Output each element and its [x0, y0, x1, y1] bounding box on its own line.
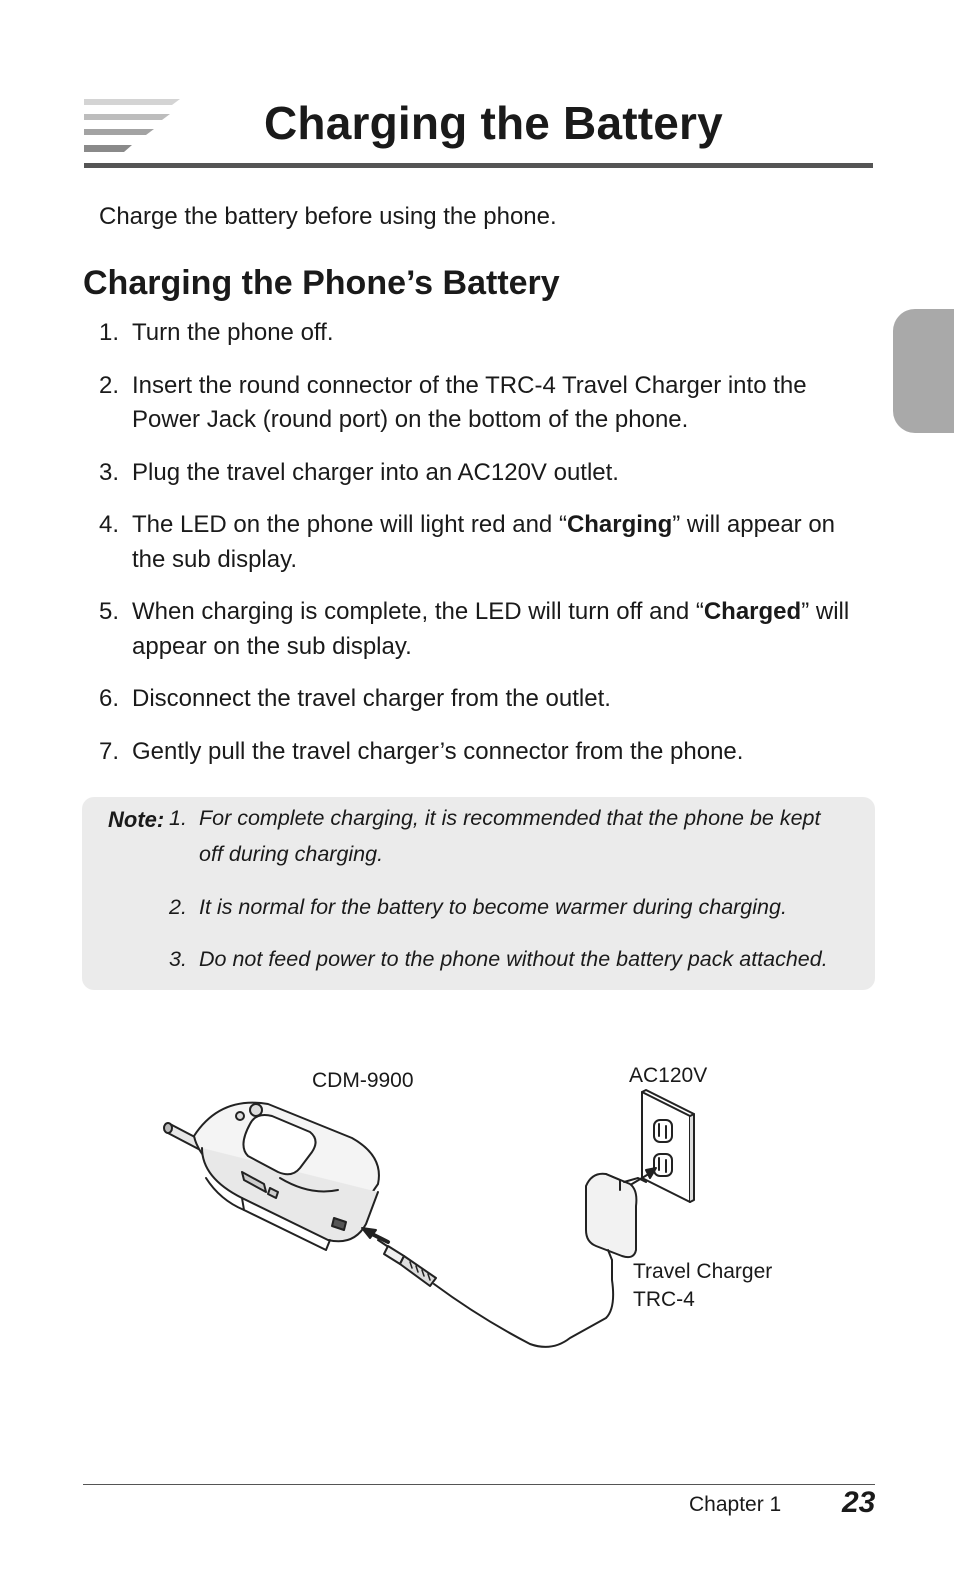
step-item [99, 735, 874, 770]
charging-illustration [160, 1060, 800, 1360]
step-number: 6. [99, 685, 120, 712]
step-item [99, 369, 874, 438]
intro-text: Charge the battery before using the phone. [99, 203, 557, 230]
note-number: 2. [169, 895, 187, 919]
step-number: 3. [99, 458, 120, 486]
step-number: 2. [99, 371, 120, 399]
note-item [169, 800, 849, 872]
step-text-post: ” will appear on the sub display. [132, 598, 850, 660]
note-item [169, 941, 849, 977]
step-text [132, 598, 849, 660]
note-box [82, 797, 875, 990]
note-number: 1. [169, 806, 187, 830]
step-item [99, 508, 874, 577]
status-charging: Charging [566, 511, 673, 538]
step-text-pre: When charging is complete, the LED will turn off and “ [132, 598, 704, 625]
charger-label-line1: Travel Charger [633, 1260, 773, 1283]
section-title: Charging the Phone’s Battery [83, 264, 560, 302]
step-text: Turn the phone off. [132, 319, 334, 346]
step-number: 4. [99, 511, 120, 538]
wall-outlet-icon [642, 1090, 694, 1202]
step-text: Plug the travel charger into an AC120V outlet. [132, 458, 619, 486]
step-text: Gently pull the travel charger’s connector from the phone. [132, 737, 744, 765]
step-text: Insert the round connector of the TRC-4 Travel Charger into the Power Jack (round port) on the bottom of the phone. [132, 371, 807, 433]
step-text-pre: The LED on the phone will light red and “ [132, 511, 567, 538]
charging-diagram [160, 1060, 800, 1360]
page-title: Charging the Battery [264, 97, 723, 149]
note-text: It is normal for the battery to become warmer during charging. [199, 895, 787, 919]
note-text: For complete charging, it is recommended that the phone be kept off during charging. [199, 806, 821, 866]
flip-phone-icon [194, 1103, 379, 1250]
step-item [99, 595, 874, 664]
page-number: 23 [842, 1486, 876, 1519]
connector-plug-icon [378, 1240, 436, 1286]
steps-list [99, 316, 874, 787]
step-number: 7. [99, 737, 120, 765]
step-text-post: ” will appear on the sub display. [132, 511, 836, 573]
note-number: 3. [169, 947, 187, 971]
step-text [132, 511, 835, 573]
chapter-side-tab [893, 309, 954, 433]
footer-rule [83, 1484, 875, 1485]
step-number: 1. [99, 319, 120, 346]
note-item [169, 889, 849, 925]
status-charged: Charged [703, 598, 802, 625]
note-text: Do not feed power to the phone without the battery pack attached. [199, 947, 828, 971]
step-item [99, 682, 874, 717]
step-text: Disconnect the travel charger from the outlet. [132, 685, 611, 712]
arrow-to-phone-icon [362, 1228, 388, 1242]
charger-cable [434, 1260, 613, 1347]
outlet-label: AC120V [629, 1064, 708, 1087]
step-item [99, 456, 874, 491]
note-label: Note: [108, 807, 165, 832]
charger-label-line2: TRC-4 [633, 1288, 695, 1311]
title-rule [84, 163, 873, 168]
footer-chapter: Chapter 1 [689, 1493, 782, 1516]
header-decoration [84, 99, 180, 157]
travel-charger-icon [586, 1174, 646, 1260]
step-item [99, 316, 874, 351]
step-number: 5. [99, 598, 120, 625]
phone-label: CDM-9900 [312, 1069, 414, 1092]
